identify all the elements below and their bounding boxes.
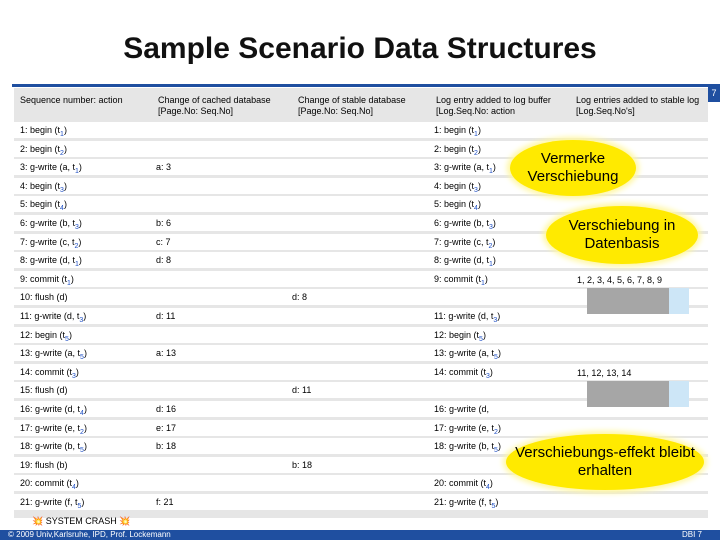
row-log-entry: 9: commit $(t_1)$ (434, 274, 488, 287)
row-sequence: 10: flush (d) (20, 292, 68, 302)
row-sequence: 5: begin $(t_4)$ (20, 199, 67, 212)
callout-verschiebung: Verschiebung in Datenbasis (546, 206, 698, 264)
row-sequence: 6: g-write (b, $t_3$) (20, 218, 82, 231)
row-log-entry: 1: begin $(t_1)$ (434, 125, 481, 138)
row-log-entry: 13: g-write (a, $t_5$) (434, 348, 501, 361)
row-sequence: 1: begin $(t_1)$ (20, 125, 67, 138)
row-cached-change: d: 16 (156, 404, 177, 414)
slide-title: Sample Scenario Data Structures (123, 32, 597, 65)
row-log-entry: 6: g-write (b, $t_3$) (434, 218, 496, 231)
row-sequence: 13: g-write (a, $t_5$) (20, 348, 87, 361)
table-row (14, 345, 708, 361)
header-stable-log: Log entries added to stable log [Log.Seq.No's] (576, 95, 700, 116)
row-log-entry: 2: begin $(t_2)$ (434, 144, 481, 157)
row-sequence: 18: g-write (b, $t_5$) (20, 441, 87, 454)
row-log-entry: 17: g-write (e, $t_2$) (434, 423, 501, 436)
row-sequence: 4: begin $(t_3)$ (20, 181, 67, 194)
row-log-entry: 16: g-write (d, (434, 404, 490, 414)
row-cached-change: d: 11 (156, 311, 176, 321)
row-cached-change: c: 7 (156, 237, 171, 247)
row-sequence: 9: commit $(t_1)$ (20, 274, 74, 287)
row-sequence: 16: g-write (d, $t_4$) (20, 404, 87, 417)
row-sequence: 21: g-write (f, $t_5$) (20, 497, 85, 510)
row-log-entry: 7: g-write (c, $t_2$) (434, 237, 496, 250)
footer-page: DBI 7 (681, 530, 702, 539)
row-cached-change: f: 21 (156, 497, 174, 507)
row-sequence: 3: g-write (a, $t_1$) (20, 162, 82, 175)
row-cached-change: d: 8 (156, 255, 172, 265)
row-sequence: 2: begin $(t_2)$ (20, 144, 67, 157)
table-row (14, 327, 708, 343)
row-stable-change: d: 11 (292, 385, 312, 395)
row-log-entry: 3: g-write (a, $t_1$) (434, 162, 496, 175)
row-cached-change: a: 13 (156, 348, 177, 358)
title-divider (12, 84, 708, 87)
footer-copyright: © 2009 Univ,Karlsruhe, IPD, Prof. Lockemann (8, 530, 171, 539)
row-log-entry: 11: g-write (d, $t_3$) (434, 311, 501, 324)
row-sequence: 12: begin $(t_5)$ (20, 330, 72, 343)
header-cached-change: Change of cached database [Page.No: Seq.No] (158, 95, 271, 116)
crash-text: SYSTEM CRASH (45, 516, 117, 526)
row-stable-change: d: 8 (292, 292, 308, 302)
callout-vermerke: Vermerke Verschiebung (510, 140, 636, 196)
row-log-entry: 12: begin $(t_5)$ (434, 330, 486, 343)
stable-log-block-2-edge (669, 381, 689, 407)
row-cached-change: e: 17 (156, 423, 177, 433)
row-sequence: 11: g-write (d, $t_3$) (20, 311, 87, 324)
row-sequence: 20: commit $(t_4)$ (20, 478, 79, 491)
row-log-entry: 18: g-write (b, $t_5$) (434, 441, 501, 454)
header-log-buffer: Log entry added to log buffer [Log.Seq.No: action (436, 95, 551, 116)
table-row (14, 494, 708, 510)
header-sequence: Sequence number: action (20, 95, 123, 105)
row-log-entry: 4: begin $(t_3)$ (434, 181, 481, 194)
row-log-entry: 21: g-write (f, $t_5$) (434, 497, 499, 510)
row-sequence: 7: g-write (c, $t_2$) (20, 237, 82, 250)
row-cached-change: b: 6 (156, 218, 172, 228)
row-log-entry: 14: commit $(t_3)$ (434, 367, 493, 380)
row-sequence: 15: flush (d) (20, 385, 68, 395)
row-log-entry: 8: g-write (d, $t_1$) (434, 255, 496, 268)
row-sequence: 17: g-write (e, $t_2$) (20, 423, 87, 436)
row-log-entry: 20: commit $(t_4)$ (434, 478, 493, 491)
row-sequence: 19: flush (b) (20, 460, 68, 470)
row-cached-change: b: 18 (156, 441, 177, 451)
stable-log-block-1 (587, 288, 669, 314)
stable-log-entry-1: 1, 2, 3, 4, 5, 6, 7, 8, 9 (577, 275, 663, 285)
row-sequence: 14: commit $(t_3)$ (20, 367, 79, 380)
row-log-entry: 5: begin $(t_4)$ (434, 199, 481, 212)
callout-effekt: Verschiebungs-effekt bleibt erhalten (506, 434, 704, 490)
system-crash-label (32, 515, 130, 527)
row-sequence: 8: g-write (d, $t_1$) (20, 255, 82, 268)
crash-icon-right: 💥 (119, 516, 131, 526)
row-cached-change: a: 3 (156, 162, 172, 172)
table-row (14, 122, 708, 138)
crash-icon-left: 💥 (32, 516, 44, 526)
row-stable-change: b: 18 (292, 460, 313, 470)
stable-log-block-1-edge (669, 288, 689, 314)
header-stable-change: Change of stable database [Page.No: Seq.No] (298, 95, 406, 116)
stable-log-block-2 (587, 381, 669, 407)
stable-log-entry-2: 11, 12, 13, 14 (577, 368, 632, 378)
slide-number: 7 (708, 84, 720, 102)
